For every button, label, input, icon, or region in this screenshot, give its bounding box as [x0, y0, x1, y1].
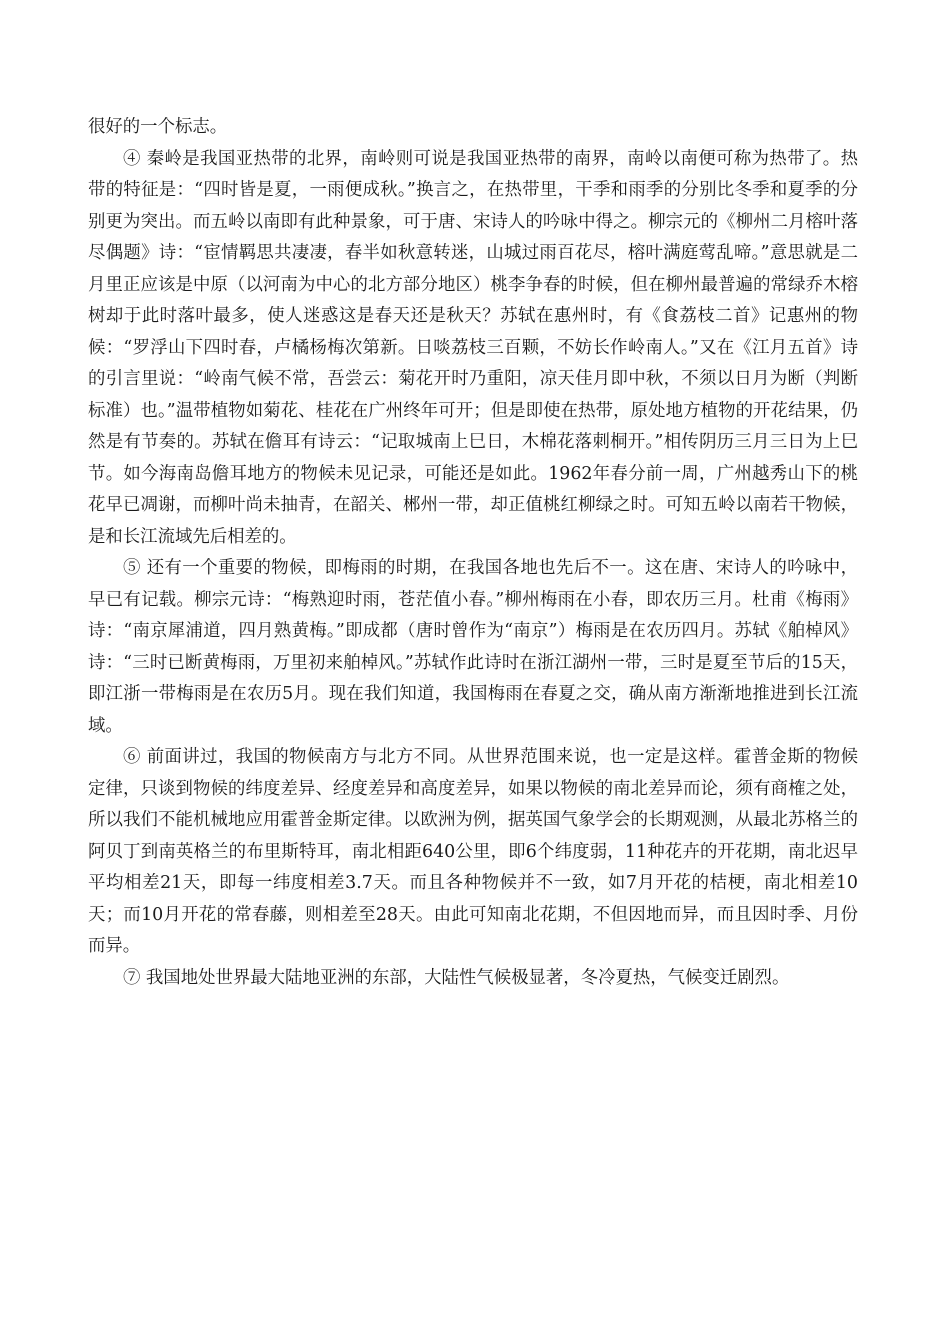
document-page [88, 112, 858, 994]
paragraph-5: ⑤ 还有一个重要的物候，即梅雨的时期，在我国各地也先后不一。这在唐、宋诗人的吟咏中，早已有记载。柳宗元诗：“梅熟迎时雨，苍茫值小春。”柳州梅雨在小春，即农历三月。杜甫《梅雨》诗：“南京犀浦道，四月熟黄梅。”即成都（唐时曾作为“南京”）梅雨是在农历四月。苏轼《舶棹风》诗：“三时已断黄梅雨，万里初来舶棹风。”苏轼作此诗时在浙江湖州一带，三时是夏至节后的15天，即江浙一带梅雨是在农历5月。现在我们知道，我国梅雨在春夏之交，确从南方渐渐地推进到长江流域。 [88, 558, 858, 736]
paragraph-4: ④ 秦岭是我国亚热带的北界，南岭则可说是我国亚热带的南界，南岭以南便可称为热带了。热带的特征是：“四时皆是夏，一雨便成秋。”换言之，在热带里，干季和雨季的分别比冬季和夏季的分别更为突出。而五岭以南即有此种景象，可于唐、宋诗人的吟咏中得之。柳宗元的《柳州二月榕叶落尽偶题》诗：“宦情羁思共凄凄，春半如秋意转迷，山城过雨百花尽，榕叶满庭莺乱啼。”意思就是二月里正应该是中原（以河南为中心的北方部分地区）桃李争春的时候，但在柳州最普遍的常绿乔木榕树却于此时落叶最多，使人迷惑这是春天还是秋天？苏轼在惠州时，有《食荔枝二首》记惠州的物候：“罗浮山下四时春，卢橘杨梅次第新。日啖荔枝三百颗，不妨长作岭南人。”又在《江月五首》诗的引言里说：“岭南气候不常，吾尝云：菊花开时乃重阳，凉天佳月即中秋，不须以日月为断（判断标准）也。”温带植物如菊花、桂花在广州终年可开；但是即使在热带，原处地方植物的开花结果，仍然是有节奏的。苏轼在儋耳有诗云：“记取城南上巳日，木棉花落刺桐开。”相传阴历三月三日为上巳节。如今海南岛儋耳地方的物候未见记录，可能还是如此。1962年春分前一周，广州越秀山下的桃花早已凋谢，而柳叶尚未抽青，在韶关、郴州一带，却正值桃红柳绿之时。可知五岭以南若干物候，是和长江流域先后相差的。 [88, 148, 858, 547]
paragraph-continuation: 很好的一个标志。 [88, 117, 228, 137]
paragraph-7: ⑦ 我国地处世界最大陆地亚洲的东部，大陆性气候极显著，冬冷夏热，气候变迁剧烈。 [123, 967, 790, 988]
paragraph-6: ⑥ 前面讲过，我国的物候南方与北方不同。从世界范围来说，也一定是这样。霍普金斯的物候定律，只谈到物候的纬度差异、经度差异和高度差异，如果以物候的南北差异而论，须有商榷之处，所以我们不能机械地应用霍普金斯定律。以欧洲为例，据英国气象学会的长期观测，从最北苏格兰的阿贝丁到南英格兰的布里斯特耳，南北相距640公里，即6个纬度弱，11种花卉的开花期，南北迟早平均相差21天，即每一纬度相差3.7天。而且各种物候并不一致，如7月开花的桔梗，南北相差10天；而10月开花的常春藤，则相差至28天。由此可知南北花期，不但因地而异，而且因时季、月份而异。 [88, 747, 858, 956]
